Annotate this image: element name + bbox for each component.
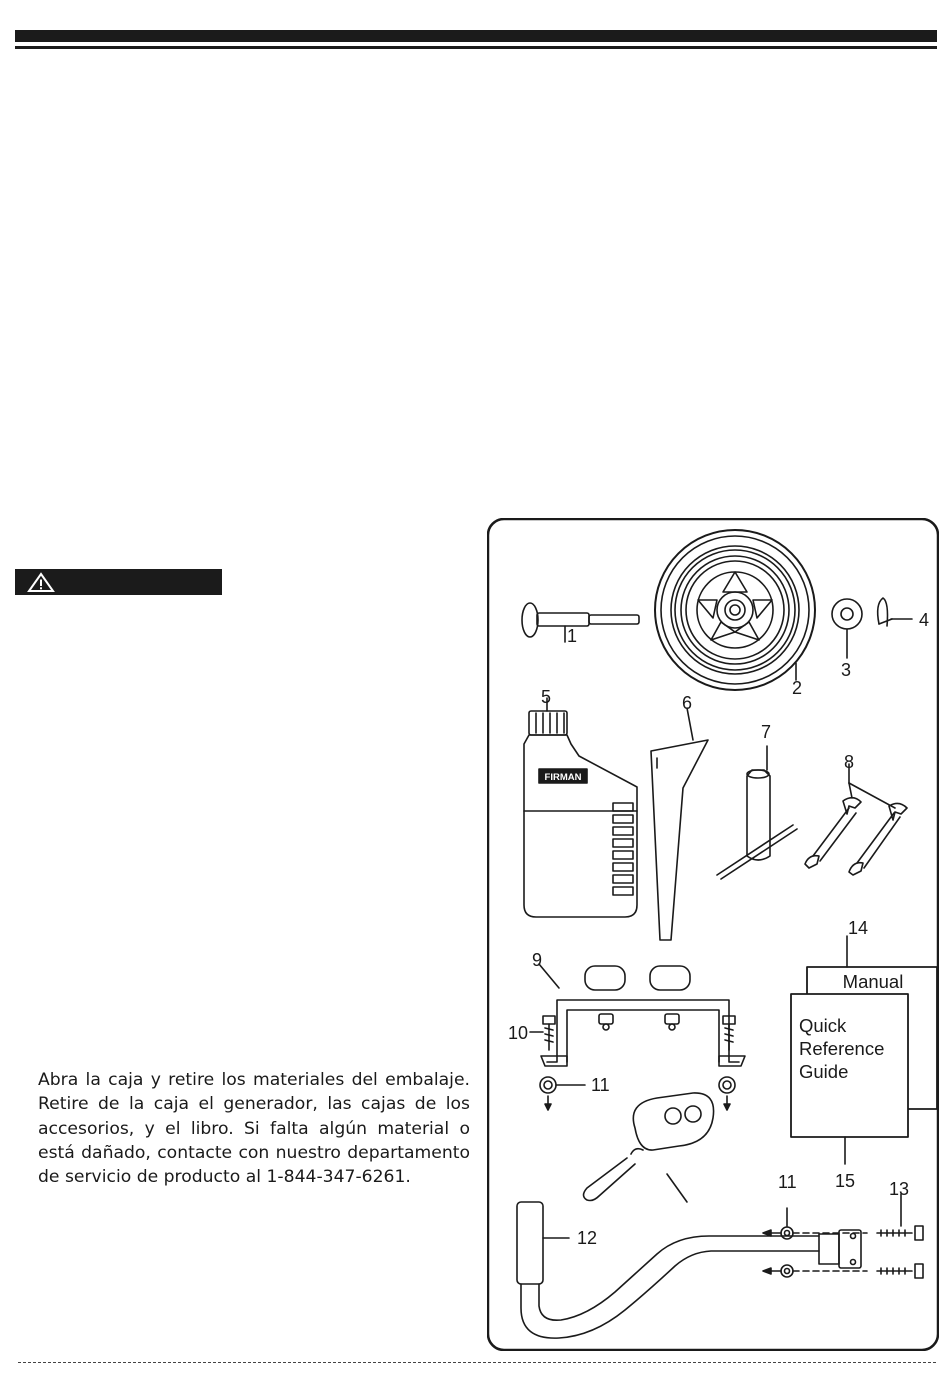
quick-reference-guide-part xyxy=(791,994,908,1164)
callout-14: 14 xyxy=(848,918,869,938)
parts-diagram xyxy=(487,518,939,1351)
callout-12: 12 xyxy=(577,1228,598,1248)
cotter-pin-part xyxy=(878,598,912,626)
oil-bottle-part xyxy=(524,698,637,917)
guide-line-1: Quick xyxy=(799,1015,847,1036)
diagram-frame xyxy=(488,519,938,1350)
guide-line-2: Reference xyxy=(799,1038,885,1059)
warning-banner xyxy=(15,569,222,595)
header-rule-thin xyxy=(15,46,937,49)
callout-3: 3 xyxy=(841,660,852,680)
callout-13: 13 xyxy=(889,1179,910,1199)
remote-fob-part xyxy=(584,1093,714,1202)
callout-8: 8 xyxy=(844,752,855,772)
washer-part xyxy=(832,599,862,658)
spark-plug-wrench-part xyxy=(717,746,797,879)
support-bracket-part xyxy=(539,964,745,1066)
oil-brand-label: FIRMAN xyxy=(544,772,582,783)
header-rule-thick xyxy=(15,30,937,42)
guide-line-3: Guide xyxy=(799,1061,849,1082)
callout-15: 15 xyxy=(835,1171,856,1191)
callout-11-handle: 11 xyxy=(778,1172,797,1192)
callout-7: 7 xyxy=(761,722,772,742)
callout-11-bracket: 11 xyxy=(591,1075,610,1095)
handle-assembly-part xyxy=(517,1194,923,1338)
unpacking-instructions: Abra la caja y retire los materiales del embalaje. Retire de la caja el generador, las cajas de los accesorios, y el libro. Si falta algún material o está dañado, contacte con nuestro departamento de servicio de producto al 1-844-347-6261. xyxy=(38,1070,470,1188)
hitch-pin-part xyxy=(522,603,639,642)
warning-triangle-icon xyxy=(27,572,55,593)
page-footer-divider xyxy=(18,1362,936,1363)
bracket-bolts-part xyxy=(530,1016,735,1050)
funnel-part xyxy=(651,708,708,940)
manual-label: Manual xyxy=(842,971,904,992)
callout-9: 9 xyxy=(532,950,543,970)
callout-1: 1 xyxy=(567,626,578,646)
callout-2: 2 xyxy=(792,678,803,698)
open-end-wrenches-part xyxy=(805,764,907,875)
bracket-nuts-part xyxy=(540,1077,735,1110)
callout-6: 6 xyxy=(682,693,693,713)
callout-10: 10 xyxy=(508,1023,529,1043)
callout-4: 4 xyxy=(919,610,930,630)
callout-5: 5 xyxy=(541,687,552,707)
wheel-part xyxy=(655,530,815,690)
